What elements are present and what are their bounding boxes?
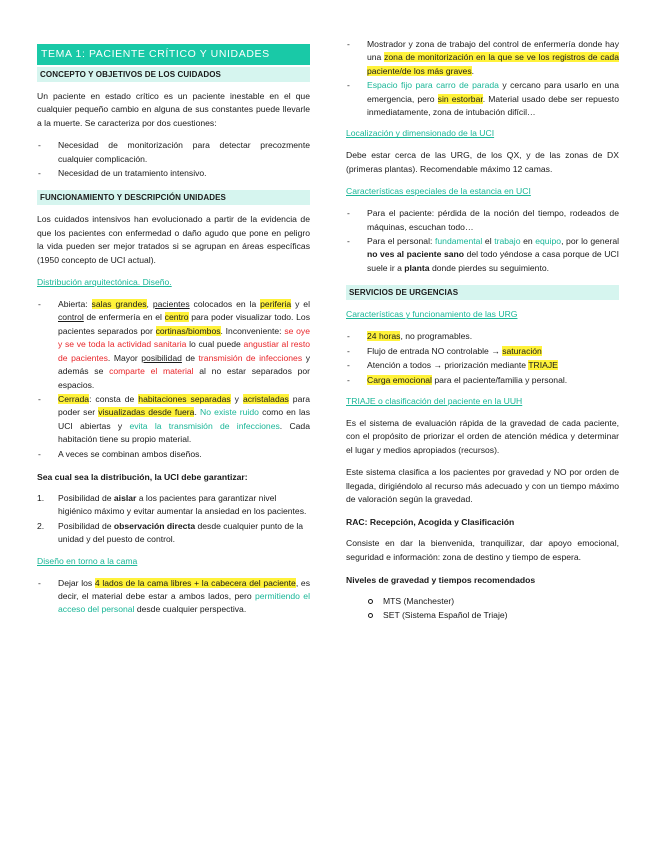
section-heading-concepto: CONCEPTO Y OBJETIVOS DE LOS CUIDADOS — [37, 67, 310, 82]
list-item-abierta: - Abierta: salas grandes, pacientes colocados en la periferia y el control de enfermería en el centro para poder visualizar todo. Los pacientes separados por cortinas/biombos. Inconveniente: se oye y se ve toda la actividad sanitaria lo cual puede angustiar al resto de pacientes. Mayor posibilidad de transmisión de infecciones y además se comparte el material al no estar separados por espacios. — [37, 298, 310, 392]
list-item: - Carga emocional para el paciente/familia y personal. — [346, 374, 619, 387]
subheading-localizacion: Localización y dimensionado de la UCI — [346, 128, 495, 139]
subheading-triaje: TRIAJE o clasificación del paciente en la UUH — [346, 395, 523, 406]
paragraph-rac: Consiste en dar la bienvenida, tranquilizar, dar apoyo emocional, seguridad e información: zona de destino y tiempo de espera. — [346, 538, 619, 562]
list-item-mostrador: - Mostrador y zona de trabajo del control de enfermería donde hay una zona de monitorización en la que se ve los registros de cada paciente/de los más graves. — [346, 38, 619, 78]
heading-rac: RAC: Recepción, Acogida y Clasificación — [346, 517, 515, 528]
list-cama-continued — [346, 38, 619, 119]
paragraph-cuidados-intensivos: Los cuidados intensivos han evolucionado a partir de la evidencia de que los pacientes con enfermedad o daño agudo que pone en peligro la vida pueden ser mejor tratados si se agrupan en áreas específicas (1950 concepto de UCI actual). — [37, 214, 310, 265]
left-column — [37, 44, 310, 625]
right-column — [346, 38, 619, 630]
heading-niveles: Niveles de gravedad y tiempos recomendados — [346, 575, 536, 586]
paragraph-triaje-1: Es el sistema de evaluación rápida de la gravedad de cada paciente, con el propósito de priorizar el orden de atención médica y determinar el lugar y medios apropiados (recursos). — [346, 417, 619, 455]
subheading-caracteristicas-uci: Características especiales de la estancia en UCI — [346, 186, 531, 197]
list-item: - 24 horas, no programables. — [346, 330, 619, 343]
heading-garantizar: Sea cual sea la distribución, la UCI debe garantizar: — [37, 471, 248, 482]
section-heading-urgencias: SERVICIOS DE URGENCIAS — [346, 285, 619, 300]
list-cuestiones — [37, 139, 310, 180]
list-urgencias — [346, 330, 619, 387]
subheading-distribucion: Distribución arquitectónica. Diseño. — [37, 277, 172, 288]
section-heading-funcionamiento: FUNCIONAMIENTO Y DESCRIPCIÓN UNIDADES — [37, 190, 310, 205]
paragraph-paciente-critico: Un paciente en estado crítico es un paciente inestable en el que cualquier pequeño cambio en alguna de sus constantes puede llevarle a la muerte. Se caracteriza por dos cuestiones: — [37, 91, 310, 128]
list-item: - Dejar los 4 lados de la cama libres + la cabecera del paciente, es decir, el material debe estar a ambos lados, pero permitiendo el acceso del personal desde cualquier perspectiva. — [37, 577, 310, 617]
list-item: SET (Sistema Español de Triaje) — [346, 609, 619, 622]
list-item: - A veces se combinan ambos diseños. — [37, 448, 310, 461]
list-item: - Atención a todos → priorización mediante TRIAJE — [346, 359, 619, 372]
list-cama — [37, 577, 310, 617]
subheading-diseno-cama: Diseño en torno a la cama — [37, 555, 138, 566]
list-item: - Flujo de entrada NO controlable → saturación — [346, 345, 619, 358]
list-niveles — [346, 595, 619, 622]
list-item: - Para el paciente: pérdida de la noción del tiempo, rodeados de máquinas, escuchan todo… — [346, 207, 619, 234]
list-item: 2. Posibilidad de observación directa desde cualquier punto de la unidad y del puesto de control. — [37, 520, 304, 545]
list-item: MTS (Manchester) — [346, 595, 619, 608]
list-item-cerrada: - Cerrada: consta de habitaciones separadas y acristaladas para poder ser visualizadas desde fuera. No existe ruido como en las UCI abiertas y evita la transmisión de infecciones. Cada habitación tiene su propio material. — [37, 393, 310, 447]
list-item: 1. Posibilidad de aislar a los pacientes para garantizar nivel higiénico máximo y evitar aumentar la ansiedad en los pacientes. — [37, 492, 307, 517]
list-item: - Para el personal: fundamental el trabajo en equipo, por lo general no ves al paciente sano del todo yéndose a casa porque de UCI suele ir a planta donde pierdes su seguimiento. — [346, 235, 619, 275]
list-disenos — [37, 298, 310, 461]
chapter-title: TEMA 1: PACIENTE CRÍTICO Y UNIDADES — [37, 44, 310, 65]
list-item: - Necesidad de un tratamiento intensivo. — [37, 167, 310, 180]
list-caracteristicas — [346, 207, 619, 275]
list-item: - Necesidad de monitorización para detectar precozmente cualquier complicación. — [37, 139, 310, 166]
subheading-funcionamiento-urg: Características y funcionamiento de las URG — [346, 309, 518, 320]
paragraph-triaje-2: Este sistema clasifica a los pacientes por gravedad y NO por orden de llegada, dirigiéndolo al recurso más adecuado y con un tiempo máximo de valoración según la gravedad. — [346, 467, 619, 504]
paragraph-localizacion: Debe estar cerca de las URG, de los QX, y de las zonas de DX (primeras plantas). Recomendable máximo 12 camas. — [346, 150, 619, 174]
numbered-list-garantizar — [37, 492, 310, 547]
list-item-espacio: - Espacio fijo para carro de parada y cercano para usarlo en una emergencia, pero sin estorbar. Material usado debe ser repuesto inmediatamente, zona de intubación difícil… — [346, 79, 619, 119]
